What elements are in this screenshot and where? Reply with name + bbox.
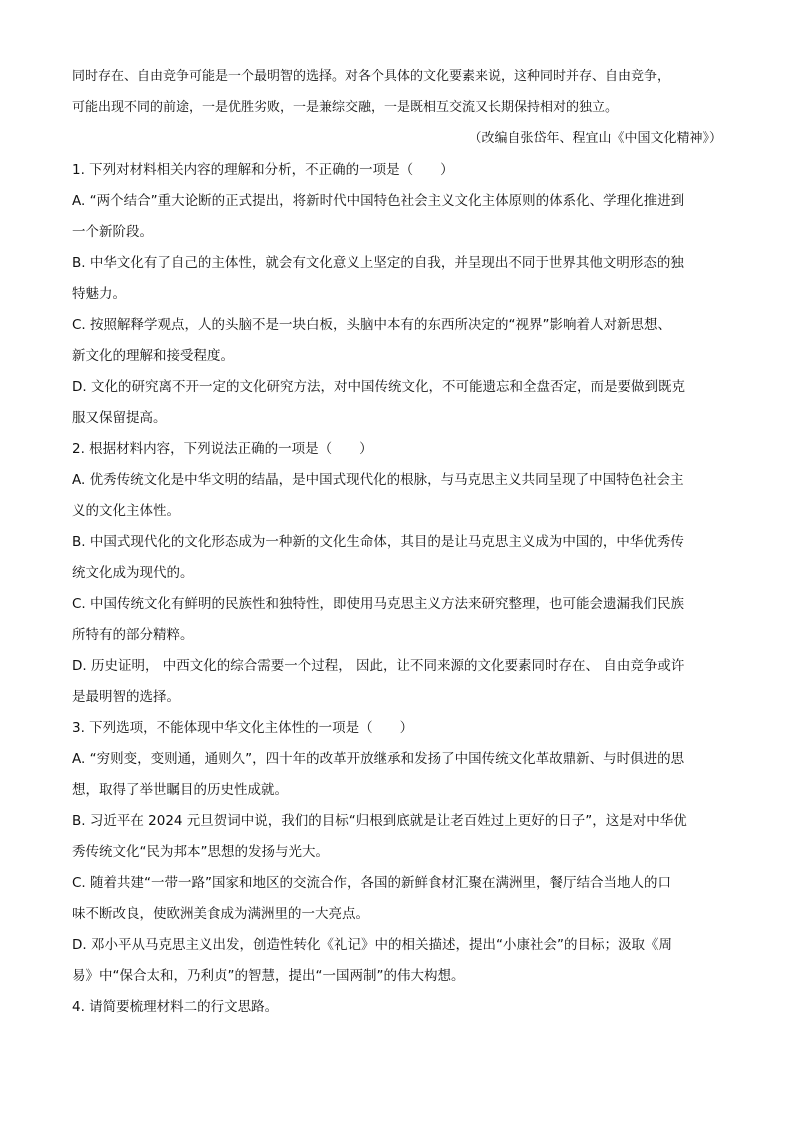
- question-2-stem: 2. 根据材料内容，下列说法正确的一项是（ ）: [72, 441, 373, 457]
- question-3-option-c: 味不断改良，使欧洲美食成为满洲里的一大亮点。: [72, 906, 369, 922]
- question-3-option-a: 想，取得了举世瞩目的历史性成就。: [72, 782, 288, 798]
- question-3-option-b: B. 习近平在 2024 元旦贺词中说，我们的目标“归根到底就是让老百姓过上更好的日子”，这是对中华优: [72, 813, 687, 829]
- question-2-option-b: B. 中国式现代化的文化形态成为一种新的文化生命体，其目的是让马克思主义成为中国的，中华优秀传: [72, 534, 684, 550]
- question-1-stem: 1. 下列对材料相关内容的理解和分析，不正确的一项是（ ）: [72, 162, 454, 178]
- question-1-option-a: 一个新阶段。: [72, 224, 153, 240]
- question-1-option-b: B. 中华文化有了自己的主体性，就会有文化意义上坚定的自我，并呈现出不同于世界其他文明形态的独: [72, 255, 684, 271]
- passage-source: （改编自张岱年、程宜山《中国文化精神》）: [468, 131, 722, 146]
- question-3-stem: 3. 下列选项，不能体现中华文化主体性的一项是（ ）: [72, 720, 414, 736]
- question-3-option-c: C. 随着共建“一带一路”国家和地区的交流合作，各国的新鲜食材汇聚在满洲里，餐厅结合当地人的口: [72, 875, 671, 891]
- question-1-option-c: C. 按照解释学观点，人的头脑不是一块白板，头脑中本有的东西所决定的“视界”影响着人对新思想、: [72, 317, 671, 333]
- question-1-option-d: 服又保留提高。: [72, 410, 167, 426]
- question-1-option-c: 新文化的理解和接受程度。: [72, 348, 234, 364]
- question-2-option-c: 所特有的部分精粹。: [72, 627, 194, 643]
- question-2-option-b: 统文化成为现代的。: [72, 565, 194, 581]
- question-2-option-a: A. 优秀传统文化是中华文明的结晶，是中国式现代化的根脉，与马克思主义共同呈现了中国特色社会主: [72, 472, 684, 488]
- question-2-option-d: 是最明智的选择。: [72, 689, 180, 705]
- question-1-option-b: 特魅力。: [72, 286, 126, 302]
- question-3-option-a: A. “穷则变，变则通，通则久”，四十年的改革开放继承和发扬了中国传统文化革故鼎新、与时俱进的思: [72, 751, 685, 767]
- question-3-option-d: 易》中“保合太和，乃利贞”的智慧，提出“一国两制”的伟大构想。: [72, 968, 465, 984]
- question-4-stem: 4. 请简要梳理材料二的行文思路。: [72, 999, 279, 1015]
- question-2-option-d: D. 历史证明， 中西文化的综合需要一个过程， 因此，让不同来源的文化要素同时存在、 自由竞争或许: [72, 658, 685, 674]
- question-2-option-c: C. 中国传统文化有鲜明的民族性和独特性，即使用马克思主义方法来研究整理，也可能会遗漏我们民族: [72, 596, 685, 612]
- question-3-option-d: D. 邓小平从马克思主义出发，创造性转化《礼记》中的相关描述，提出“小康社会”的目标；汲取《周: [72, 937, 672, 953]
- question-3-option-b: 秀传统文化“民为邦本”思想的发扬与光大。: [72, 844, 329, 860]
- question-1-option-a: A. “两个结合”重大论断的正式提出，将新时代中国特色社会主义文化主体原则的体系化、学理化推进到: [72, 193, 685, 209]
- question-1-option-d: D. 文化的研究离不开一定的文化研究方法，对中国传统文化，不可能遗忘和全盘否定，而是要做到既克: [72, 379, 685, 395]
- question-2-option-a: 义的文化主体性。: [72, 503, 180, 519]
- passage-line: 可能出现不同的前途，一是优胜劣败，一是兼综交融，一是既相互交流又长期保持相对的独立。: [72, 100, 619, 115]
- passage-line: 同时存在、自由竞争可能是一个最明智的选择。对各个具体的文化要素来说，这种同时并存、自由竞争，: [72, 69, 671, 84]
